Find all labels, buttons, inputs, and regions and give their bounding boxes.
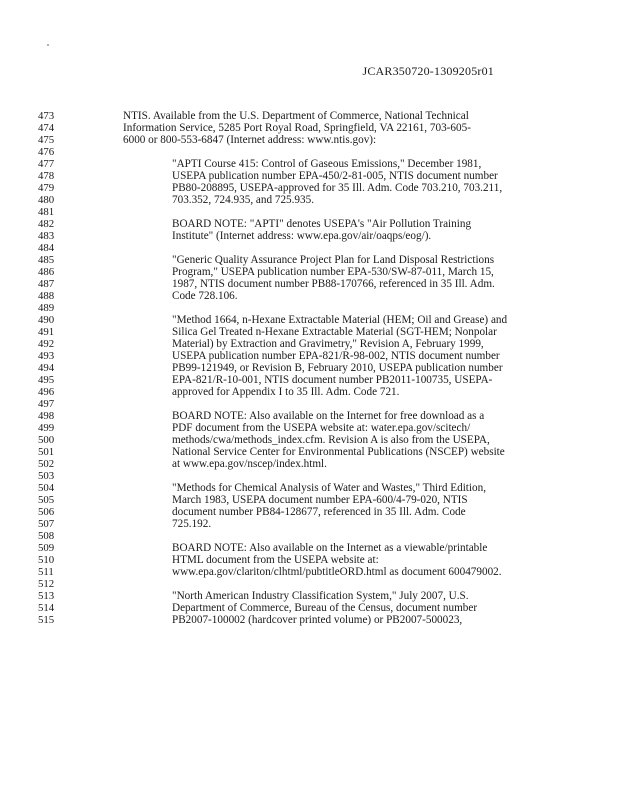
line-text: 6000 or 800-553-6847 (Internet address: www.ntis.gov): xyxy=(123,134,377,146)
line-text: USEPA publication number EPA-450/2-81-005, NTIS document number xyxy=(172,170,498,182)
text-line xyxy=(0,254,618,266)
text-line xyxy=(0,374,618,386)
text-line xyxy=(0,362,618,374)
line-number: 505 xyxy=(38,494,55,506)
line-text: methods/cwa/methods_index.cfm. Revision A is also from the USEPA, xyxy=(172,434,490,446)
text-line xyxy=(0,278,618,290)
line-text: "Method 1664, n-Hexane Extractable Material (HEM; Oil and Grease) and xyxy=(172,314,508,326)
text-line xyxy=(0,242,618,254)
line-number: 493 xyxy=(38,350,55,362)
text-line xyxy=(0,578,618,590)
text-line xyxy=(0,554,618,566)
line-number: 511 xyxy=(38,566,54,578)
line-number: 489 xyxy=(38,302,55,314)
text-line xyxy=(0,266,618,278)
text-line xyxy=(0,110,618,122)
line-number: 480 xyxy=(38,194,55,206)
line-number: 483 xyxy=(38,230,55,242)
scan-speck xyxy=(47,44,49,46)
line-text: National Service Center for Environmental Publications (NSCEP) website xyxy=(172,446,505,458)
line-text: PB99-121949, or Revision B, February 2010, USEPA publication number xyxy=(172,362,503,374)
text-line xyxy=(0,566,618,578)
text-line xyxy=(0,494,618,506)
text-line xyxy=(0,326,618,338)
line-text: HTML document from the USEPA website at: xyxy=(172,554,379,566)
line-text: Department of Commerce, Bureau of the Census, document number xyxy=(172,602,478,614)
line-number: 503 xyxy=(38,470,55,482)
line-text: Information Service, 5285 Port Royal Road, Springfield, VA 22161, 703-605- xyxy=(123,122,471,134)
line-number: 475 xyxy=(38,134,55,146)
line-number: 488 xyxy=(38,290,55,302)
line-text: PB80-208895, USEPA-approved for 35 Ill. Adm. Code 703.210, 703.211, xyxy=(172,182,503,194)
line-text: "Generic Quality Assurance Project Plan for Land Disposal Restrictions xyxy=(172,254,495,266)
text-line xyxy=(0,206,618,218)
text-line xyxy=(0,434,618,446)
line-number: 507 xyxy=(38,518,55,530)
line-number: 482 xyxy=(38,218,55,230)
text-line xyxy=(0,194,618,206)
line-number: 510 xyxy=(38,554,55,566)
text-line xyxy=(0,302,618,314)
line-number: 506 xyxy=(38,506,55,518)
text-line xyxy=(0,230,618,242)
line-text: Material) by Extraction and Gravimetry," Revision A, February 1999, xyxy=(172,338,484,350)
text-line xyxy=(0,602,618,614)
line-text: 1987, NTIS document number PB88-170766, referenced in 35 Ill. Adm. xyxy=(172,278,495,290)
line-number: 508 xyxy=(38,530,55,542)
text-line xyxy=(0,506,618,518)
line-number: 497 xyxy=(38,398,55,410)
text-line xyxy=(0,182,618,194)
line-text: "Methods for Chemical Analysis of Water and Wastes," Third Edition, xyxy=(172,482,487,494)
text-line xyxy=(0,590,618,602)
text-line xyxy=(0,134,618,146)
line-number: 496 xyxy=(38,386,55,398)
line-number: 485 xyxy=(38,254,55,266)
line-number: 501 xyxy=(38,446,55,458)
line-number: 492 xyxy=(38,338,55,350)
text-line xyxy=(0,422,618,434)
text-line xyxy=(0,398,618,410)
text-line xyxy=(0,350,618,362)
line-number: 502 xyxy=(38,458,55,470)
line-text: Silica Gel Treated n-Hexane Extractable Material (SGT-HEM; Nonpolar xyxy=(172,326,497,338)
line-number: 474 xyxy=(38,122,55,134)
text-line xyxy=(0,338,618,350)
line-text: EPA-821/R-10-001, NTIS document number PB2011-100735, USEPA- xyxy=(172,374,493,386)
line-number: 487 xyxy=(38,278,55,290)
line-text: USEPA publication number EPA-821/R-98-002, NTIS document number xyxy=(172,350,500,362)
text-line xyxy=(0,410,618,422)
line-text: Program," USEPA publication number EPA-530/SW-87-011, March 15, xyxy=(172,266,494,278)
line-number: 504 xyxy=(38,482,55,494)
line-number: 477 xyxy=(38,158,55,170)
text-line xyxy=(0,122,618,134)
line-text: document number PB84-128677, referenced in 35 Ill. Adm. Code xyxy=(172,506,466,518)
line-text: Code 728.106. xyxy=(172,290,238,302)
line-text: BOARD NOTE: Also available on the Internet as a viewable/printable xyxy=(172,542,488,554)
line-text: BOARD NOTE: Also available on the Internet for free download as a xyxy=(172,410,485,422)
line-number: 484 xyxy=(38,242,55,254)
line-number: 498 xyxy=(38,410,55,422)
text-line xyxy=(0,446,618,458)
text-line xyxy=(0,170,618,182)
text-line xyxy=(0,314,618,326)
text-line xyxy=(0,290,618,302)
line-text: Institute" (Internet address: www.epa.gov/air/oaqps/eog/). xyxy=(172,230,432,242)
line-text: approved for Appendix I to 35 Ill. Adm. Code 721. xyxy=(172,386,400,398)
line-text: "APTI Course 415: Control of Gaseous Emissions," December 1981, xyxy=(172,158,482,170)
line-text: NTIS. Available from the U.S. Department of Commerce, National Technical xyxy=(123,110,469,122)
line-number: 491 xyxy=(38,326,55,338)
line-number: 486 xyxy=(38,266,55,278)
text-line xyxy=(0,218,618,230)
text-line xyxy=(0,530,618,542)
line-number: 500 xyxy=(38,434,55,446)
line-number: 478 xyxy=(38,170,55,182)
line-number: 495 xyxy=(38,374,55,386)
line-number: 509 xyxy=(38,542,55,554)
text-line xyxy=(0,470,618,482)
text-line xyxy=(0,458,618,470)
text-line xyxy=(0,482,618,494)
line-text: www.epa.gov/clariton/clhtml/pubtitleORD.html as document 600479002. xyxy=(172,566,502,578)
document-id: JCAR350720-1309205r01 xyxy=(362,64,494,78)
text-line xyxy=(0,146,618,158)
line-number: 494 xyxy=(38,362,55,374)
line-number: 512 xyxy=(38,578,55,590)
text-line xyxy=(0,386,618,398)
line-number: 513 xyxy=(38,590,55,602)
line-text: at www.epa.gov/nscep/index.html. xyxy=(172,458,327,470)
line-text: March 1983, USEPA document number EPA-600/4-79-020, NTIS xyxy=(172,494,468,506)
numbered-text-body xyxy=(0,110,618,626)
line-number: 479 xyxy=(38,182,55,194)
line-text: "North American Industry Classification System," July 2007, U.S. xyxy=(172,590,469,602)
line-number: 499 xyxy=(38,422,55,434)
line-number: 514 xyxy=(38,602,55,614)
line-number: 476 xyxy=(38,146,55,158)
line-text: 725.192. xyxy=(172,518,212,530)
line-number: 515 xyxy=(38,614,55,626)
line-number: 490 xyxy=(38,314,55,326)
line-text: 703.352, 724.935, and 725.935. xyxy=(172,194,315,206)
line-number: 473 xyxy=(38,110,55,122)
text-line xyxy=(0,542,618,554)
text-line xyxy=(0,158,618,170)
text-line xyxy=(0,518,618,530)
line-text: PB2007-100002 (hardcover printed volume) or PB2007-500023, xyxy=(172,614,463,626)
text-line xyxy=(0,614,618,626)
line-text: BOARD NOTE: "APTI" denotes USEPA's "Air Pollution Training xyxy=(172,218,472,230)
line-text: PDF document from the USEPA website at: water.epa.gov/scitech/ xyxy=(172,422,471,434)
line-number: 481 xyxy=(38,206,55,218)
